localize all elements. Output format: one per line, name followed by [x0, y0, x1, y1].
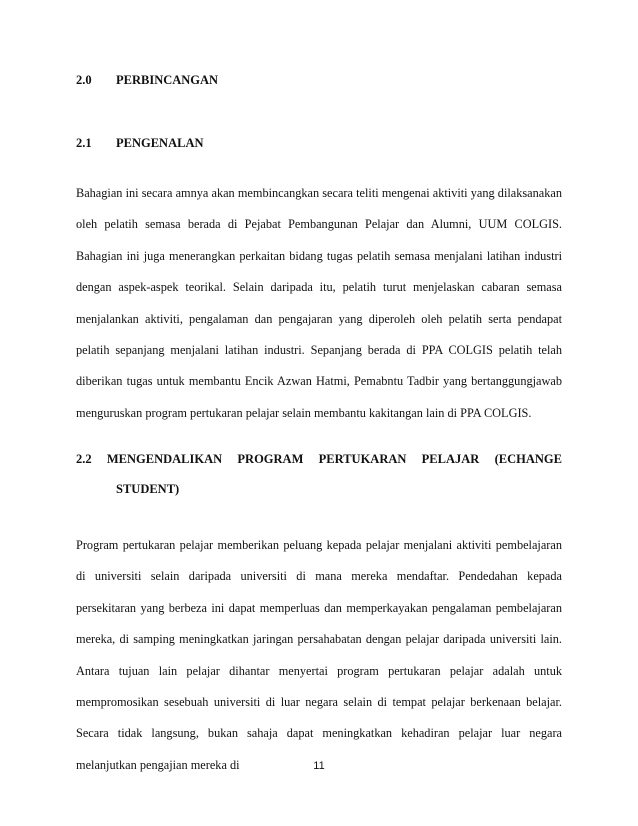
paragraph-introduction: Bahagian ini secara amnya akan membincangkan secara teliti mengenai aktiviti yang dilaksanakan oleh pelatih semasa berada di Pejabat Pembangunan Pelajar dan Alumni, UUM COLGIS. Bahagian ini juga menerangkan perkaitan bidang tugas pelatih semasa menjalani latihan industri dengan aspek-aspek teorikal. Selain daripada itu, pelatih turut menjelaskan cabaran semasa menjalankan aktiviti, pengalaman dan pengajaran yang diperoleh oleh pelatih serta pendapat pelatih sepanjang menjalani latihan industri. Sepanjang berada di PPA COLGIS pelatih telah diberikan tugas untuk membantu Encik Azwan Hatmi, Pemabntu Tadbir yang bertanggungjawab menguruskan program pertukaran pelajar selain membantu kakitangan lain di PPA COLGIS. [76, 186, 562, 420]
section-title-word: PERTUKARAN [318, 452, 407, 466]
section-number: 2.1 [76, 136, 92, 150]
section-heading-2-2 [76, 452, 562, 497]
section-heading-2-1 [76, 136, 204, 151]
section-number: 2.0 [76, 73, 92, 87]
section-title-word: PROGRAM [237, 452, 304, 466]
section-title-continuation: STUDENT) [116, 482, 180, 496]
section-heading-2-0 [76, 73, 218, 88]
paragraph-exchange-program: Program pertukaran pelajar memberikan peluang kepada pelajar menjalani aktiviti pembelajaran di universiti selain daripada universiti di mana mereka mendaftar. Pendedahan kepada persekitaran yang berbeza ini dapat memperluas dan memperkayakan pengalaman pembelajaran mereka, di samping meningkatkan jaringan persahabatan dengan pelajar daripada universiti lain. Antara tujuan lain pelajar dihantar menyertai program pertukaran pelajar adalah untuk mempromosikan sesebuah universiti di luar negara selain di tempat pelajar berkenaan belajar. Secara tidak langsung, bukan sahaja dapat meningkatkan kehadiran pelajar luar negara melanjutkan pengajian mereka di [76, 538, 562, 772]
section-title: PERBINCANGAN [116, 73, 219, 87]
section-title-word: PELAJAR [421, 452, 480, 466]
section-title-word: (ECHANGE [494, 452, 562, 466]
section-number: 2.2 [76, 452, 92, 466]
section-heading-line [76, 452, 562, 467]
page-number: 11 [313, 760, 325, 772]
section-title: PENGENALAN [116, 136, 204, 150]
section-title-word: MENGENDALIKAN [106, 452, 223, 466]
